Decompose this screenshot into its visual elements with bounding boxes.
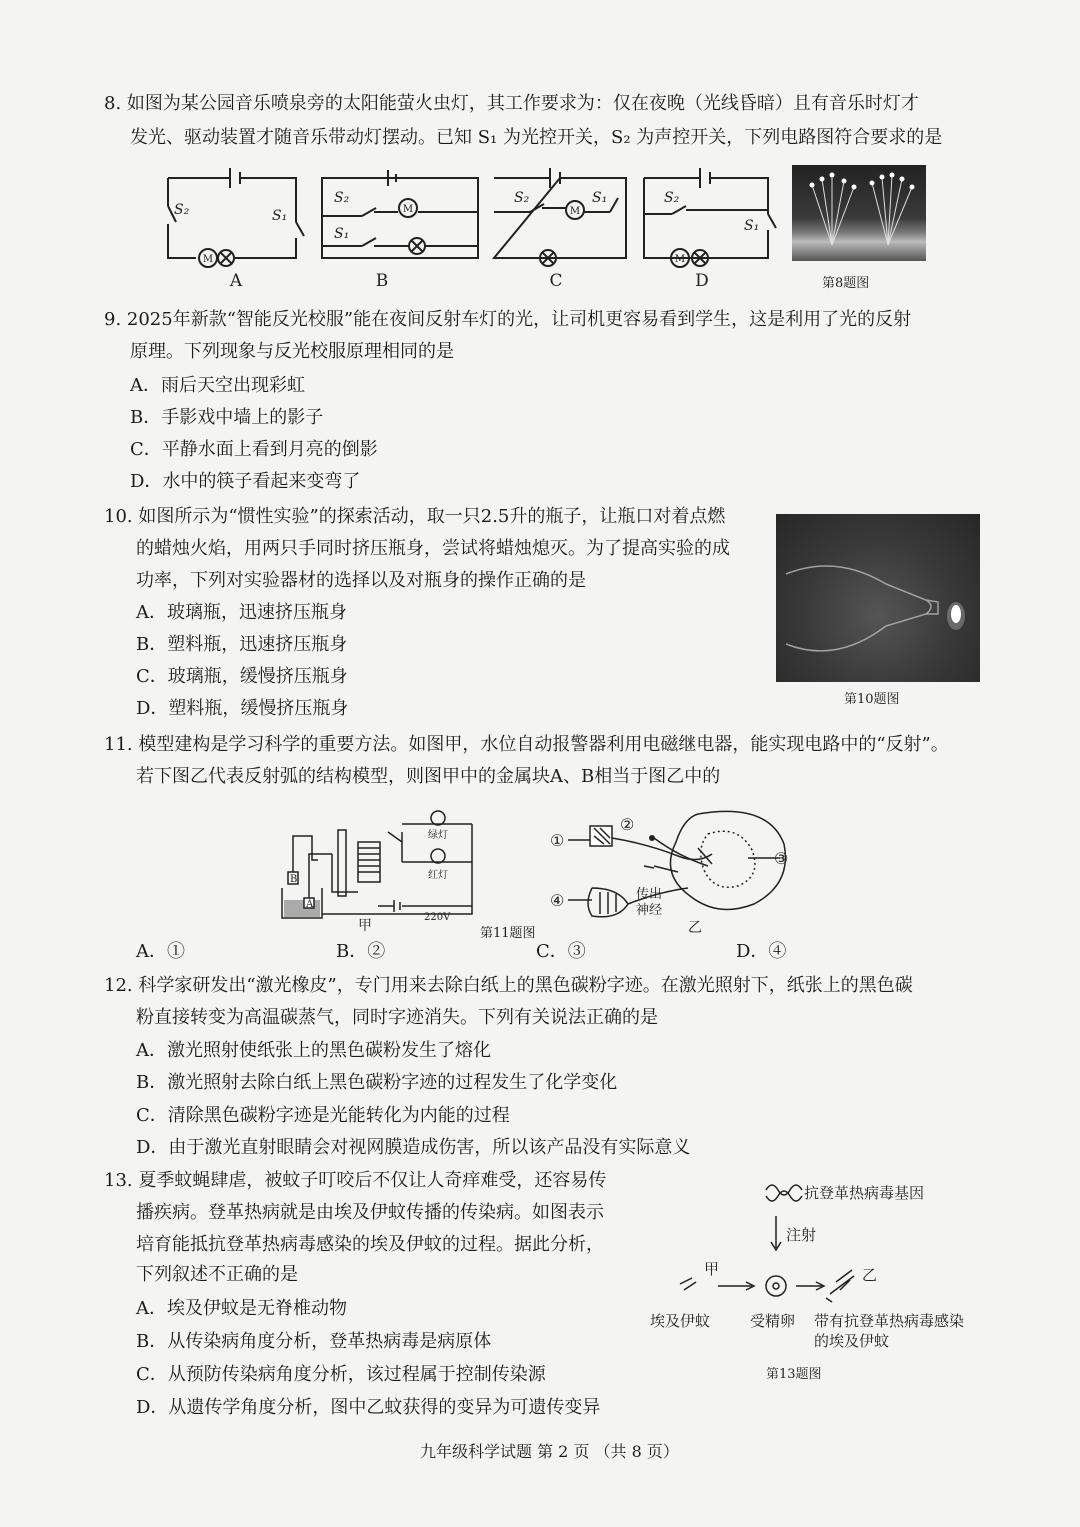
q8-a-s2: S₂ — [174, 202, 190, 218]
q8-d-s1: S₁ — [744, 218, 760, 234]
q8-c-s2: S₂ — [514, 190, 530, 206]
q11-option-a: A．① — [136, 941, 185, 962]
q9-option-b: B．手影戏中墙上的影子 — [130, 407, 324, 428]
q13-option-c: C．从预防传染病角度分析，该过程属于控制传染源 — [136, 1364, 546, 1385]
q8-c-motor: M — [569, 206, 581, 217]
q13-option-b: B．从传染病角度分析，登革热病毒是病原体 — [136, 1331, 492, 1352]
q8-a-s1: S₁ — [272, 208, 288, 224]
q8-label-d: D — [695, 271, 709, 291]
q13-result-line-1: 带有抗登革热病毒感染 — [814, 1312, 965, 1330]
q11-line-1: 11. 模型建构是学习科学的重要方法。如图甲，水位自动报警器利用电磁继电器，能实现电路中的“反射”。 — [104, 734, 949, 755]
q9-line-1: 9. 2025年新款“智能反光校服”能在夜间反射车灯的光，让司机更容易看到学生，这是利用了光的反射 — [104, 309, 912, 330]
q9-option-a: A．雨后天空出现彩虹 — [130, 375, 305, 396]
circuit-c — [494, 168, 626, 266]
q8-b-motor: M — [402, 204, 414, 215]
q11-line-2: 若下图乙代表反射弧的结构模型，则图甲中的金属块A、B相当于图乙中的 — [136, 766, 721, 787]
q12-option-b: B．激光照射去除白纸上黑色碳粉字迹的过程发生了化学变化 — [136, 1072, 618, 1093]
q8-d-motor: M — [674, 254, 686, 265]
q11-jia-label: 甲 — [358, 918, 372, 932]
q11-option-d: D．④ — [736, 941, 787, 962]
q11-num-1: ① — [550, 831, 565, 850]
q10-bottle-candle-photo — [776, 514, 980, 682]
q13-line-4: 下列叙述不正确的是 — [136, 1264, 298, 1285]
q8-circuit-diagrams — [160, 162, 800, 292]
dna-icon — [766, 1185, 802, 1195]
q13-line-1: 13. 夏季蚊蝇肆虐，被蚊子叮咬后不仅让人奇痒难受，还容易传 — [104, 1170, 607, 1191]
q10-option-b: B．塑料瓶，迅速挤压瓶身 — [136, 634, 348, 655]
q11-option-b: B．② — [336, 941, 386, 962]
q13-egg-label: 受精卵 — [750, 1312, 796, 1330]
q12-line-2: 粉直接转变为高温碳蒸气，同时字迹消失。下列有关说法正确的是 — [136, 1007, 658, 1028]
q8-a-motor: M — [202, 254, 214, 265]
q11-green-lamp-label: 绿灯 — [428, 830, 448, 841]
q11-num-3: ③ — [774, 849, 789, 868]
q13-option-a: A．埃及伊蚊是无脊椎动物 — [136, 1298, 347, 1319]
q12-option-c: C．清除黑色碳粉字迹是光能转化为内能的过程 — [136, 1105, 510, 1126]
q13-yi-label: 乙 — [862, 1266, 878, 1284]
q11-block-a-label: A — [306, 899, 314, 910]
circuit-b — [322, 170, 478, 258]
q9-option-c: C．平静水面上看到月亮的倒影 — [130, 439, 378, 460]
q10-caption: 第10题图 — [844, 692, 900, 707]
q8-b-s2: S₂ — [334, 190, 350, 206]
q11-option-c: C．③ — [536, 941, 586, 962]
q13-mosquito-label: 埃及伊蚊 — [650, 1312, 711, 1330]
q8-caption: 第8题图 — [822, 276, 870, 291]
q11-efferent-label: 传出 — [636, 887, 663, 902]
q8-firefly-lamp-photo — [792, 165, 926, 261]
q13-jia-label: 甲 — [704, 1260, 720, 1278]
q12-option-d: D．由于激光直射眼睛会对视网膜造成伤害，所以该产品没有实际意义 — [136, 1137, 691, 1158]
q9-option-d: D．水中的筷子看起来变弯了 — [130, 471, 361, 492]
q11-water-alarm-diagram — [278, 802, 478, 932]
q10-option-d: D．塑料瓶，缓慢挤压瓶身 — [136, 698, 349, 719]
q8-label-a: A — [229, 271, 243, 291]
q11-yi-label: 乙 — [688, 920, 702, 934]
q10-line-2: 的蜡烛火焰，用两只手同时挤压瓶身，尝试将蜡烛熄灭。为了提高实验的成 — [136, 538, 730, 559]
q11-voltage-label: 220V — [424, 912, 451, 923]
q13-result-line-2: 的埃及伊蚊 — [814, 1332, 890, 1350]
q8-b-s1: S₁ — [334, 226, 350, 242]
q13-line-2: 播疾病。登革热病就是由埃及伊蚊传播的传染病。如图表示 — [136, 1202, 604, 1223]
page-footer: 九年级科学试题 第 2 页 （共 8 页） — [420, 1442, 679, 1461]
q8-line-2: 发光、驱动装置才随音乐带动灯摆动。已知 S₁ 为光控开关，S₂ 为声控开关，下列电路图符合要求的是 — [130, 127, 943, 148]
q8-c-s1: S₁ — [592, 190, 608, 206]
q8-label-c: C — [549, 271, 563, 291]
q10-option-a: A．玻璃瓶，迅速挤压瓶身 — [136, 602, 347, 623]
mosquito-yi-icon — [826, 1270, 854, 1302]
q8-label-b: B — [375, 271, 389, 291]
q11-nerve-label: 神经 — [636, 903, 663, 918]
q11-num-2: ② — [620, 815, 635, 834]
q12-line-1: 12. 科学家研发出“激光橡皮”，专门用来去除白纸上的黑色碳粉字迹。在激光照射下，纸张上的黑色碳 — [104, 975, 913, 996]
q11-red-lamp-label: 红灯 — [428, 870, 448, 881]
q11-num-4: ④ — [550, 891, 565, 910]
q13-caption: 第13题图 — [766, 1367, 822, 1382]
q13-inject-label: 注射 — [786, 1226, 817, 1244]
q11-caption: 第11题图 — [480, 926, 536, 941]
q8-line-1: 8. 如图为某公园音乐喷泉旁的太阳能萤火虫灯，其工作要求为：仅在夜晚（光线昏暗）且有音乐时灯才 — [104, 93, 919, 114]
q9-line-2: 原理。下列现象与反光校服原理相同的是 — [130, 341, 454, 362]
mosquito-jia-icon — [680, 1278, 696, 1290]
q12-option-a: A．激光照射使纸张上的黑色碳粉发生了熔化 — [136, 1040, 491, 1061]
q10-option-c: C．玻璃瓶，缓慢挤压瓶身 — [136, 666, 348, 687]
q8-d-s2: S₂ — [664, 190, 680, 206]
q10-line-1: 10. 如图所示为“惯性实验”的探索活动，取一只2.5升的瓶子，让瓶口对着点燃 — [104, 506, 726, 527]
q13-option-d: D．从遗传学角度分析，图中乙蚊获得的变异为可遗传变异 — [136, 1397, 601, 1418]
q11-reflex-arc-diagram — [548, 804, 798, 934]
q11-block-b-label: B — [290, 874, 298, 885]
q13-gene-label: 抗登革热病毒基因 — [804, 1184, 925, 1202]
q13-mosquito-process-diagram — [640, 1172, 980, 1392]
q10-line-3: 功率，下列对实验器材的选择以及对瓶身的操作正确的是 — [136, 570, 586, 591]
q13-line-3: 培育能抵抗登革热病毒感染的埃及伊蚊的过程。据此分析， — [136, 1234, 604, 1255]
